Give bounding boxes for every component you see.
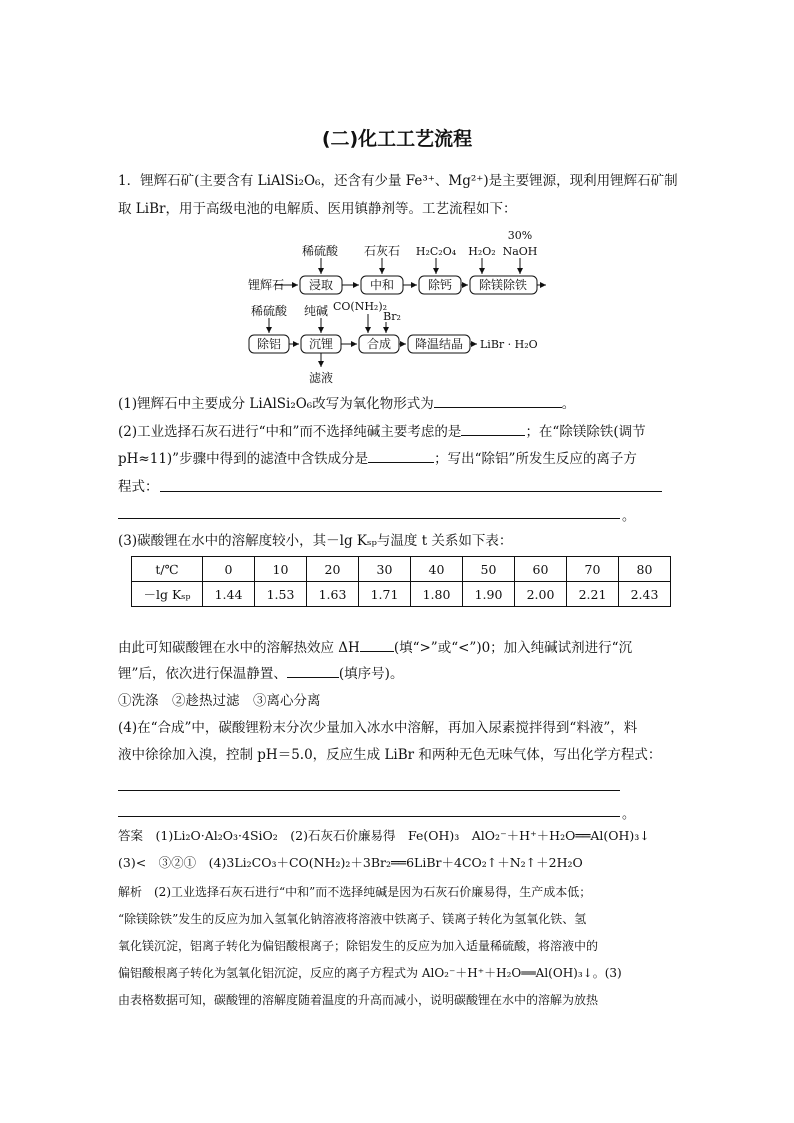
table-cell: 2.00 [515, 582, 567, 607]
flow-step-remove-mg-fe: 除镁除铁 [478, 278, 528, 292]
flow-product-label: LiBr · H₂O [480, 338, 538, 351]
flow-step-neutralize: 中和 [369, 278, 395, 292]
table-cell: 20 [307, 557, 359, 582]
sub-question-2-text-c: pH≈11)”步骤中得到的滤渣中含铁成分是 [118, 451, 369, 467]
reagent-dilute-sulfuric-acid-1: 稀硫酸 [301, 244, 339, 258]
answer-blank-1[interactable] [434, 395, 562, 408]
sub-question-2-line-2 [118, 450, 637, 468]
answer-line-1: 答案 (1)Li₂O·Al₂O₃·4SiO₂ (2)石灰石价廉易得 Fe(OH)₃ AlO₂⁻＋H⁺＋H₂O══Al(OH)₃↓ [118, 828, 650, 843]
sub-question-3-line-2 [118, 665, 403, 683]
answer-line-2c[interactable] [160, 490, 662, 492]
question-1-line-1: 1．锂辉石矿(主要含有 LiAlSi₂O₆，还含有少量 Fe³⁺、Mg²⁺)是主要锂源，现利用锂辉石矿制 [118, 173, 678, 189]
answer-line-4a[interactable] [118, 789, 620, 791]
answer-blank-3a[interactable] [360, 639, 394, 652]
table-cell: 1.44 [203, 582, 255, 607]
sub-question-2-line-3: 程式： [118, 479, 159, 495]
reagent-h2o2: H₂O₂ [468, 245, 496, 258]
sub-question-2-text-b: ；在“除镁除铁(调节 [525, 424, 646, 440]
table-cell: 40 [411, 557, 463, 582]
analysis-line-2: “除镁除铁”发生的反应为加入氢氧化钠溶液将溶液中铁离子、镁离子转化为氢氧化铁、氢 [118, 912, 587, 926]
table-cell: 1.80 [411, 582, 463, 607]
table-cell: 50 [463, 557, 515, 582]
sub-question-3-options: ①洗涤 ②趁热过滤 ③离心分离 [118, 693, 321, 709]
reagent-naoh: NaOH [502, 245, 538, 258]
table-cell: 10 [255, 557, 307, 582]
reagent-soda-ash: 纯碱 [303, 304, 329, 318]
table-cell: 70 [567, 557, 619, 582]
table-cell: 60 [515, 557, 567, 582]
sub-question-2-text-a: (2)工业选择石灰石进行“中和”而不选择纯碱主要考虑的是 [118, 424, 462, 440]
table-cell: 1.53 [255, 582, 307, 607]
answer-blank-3b[interactable] [287, 665, 339, 678]
flow-step-precipitate-lithium: 沉锂 [308, 337, 334, 351]
flow-step-leaching: 浸取 [308, 278, 334, 292]
analysis-line-3: 氧化镁沉淀，铝离子转化为偏铝酸根离子；除铝发生的反应为加入适量稀硫酸，将溶液中的 [118, 939, 599, 953]
table-cell: 1.71 [359, 582, 411, 607]
flow-step-remove-aluminum: 除铝 [256, 337, 282, 351]
answer-line-2d[interactable] [118, 517, 620, 519]
table-cell: 1.90 [463, 582, 515, 607]
flow-step-synthesis: 合成 [366, 337, 392, 351]
flow-filtrate-label: 滤液 [308, 371, 334, 385]
sub-question-4-line-2: 液中徐徐加入溴，控制 pH＝5.0，反应生成 LiBr 和两种无色无味气体，写出化学方程式： [118, 747, 662, 763]
table-cell: 1.63 [307, 582, 359, 607]
reagent-bromine: Br₂ [383, 310, 401, 323]
answer-blank-2a[interactable] [461, 423, 525, 436]
analysis-line-5: 由表格数据可知，碳酸锂的溶解度随着温度的升高而减小，说明碳酸锂在水中的溶解为放热 [118, 993, 599, 1007]
table-cell: 2.43 [619, 582, 671, 607]
table-cell: 80 [619, 557, 671, 582]
sub-question-3-text-a: 由此可知碳酸锂在水中的溶解热效应 ΔH [118, 640, 360, 656]
answer-line-4b[interactable] [118, 815, 620, 817]
reagent-naoh-concentration: 30% [507, 229, 533, 242]
sub-question-3-line-1 [118, 639, 632, 657]
flow-step-cool-crystallize: 降温结晶 [414, 337, 464, 351]
flow-start-label: 锂辉石 [248, 278, 285, 292]
period-4: 。 [622, 807, 636, 822]
table-row-temperature [132, 557, 671, 582]
sub-question-3-text-c: 锂”后，依次进行保温静置、 [118, 666, 287, 682]
page-title: (二)化工工艺流程 [321, 128, 473, 150]
flow-step-remove-calcium: 除钙 [427, 278, 453, 292]
table-cell: 0 [203, 557, 255, 582]
analysis-line-1: 解析 (2)工业选择石灰石进行“中和”而不选择纯碱是因为石灰石价廉易得，生产成本低； [118, 885, 592, 899]
reagent-urea: CO(NH₂)₂ [332, 300, 388, 313]
sub-question-2-text-d: ；写出“除铝”所发生反应的离子方 [434, 451, 637, 467]
sub-question-3-text-d: (填序号)。 [338, 666, 404, 682]
sub-question-3-intro: (3)碳酸锂在水中的溶解度较小，其－lg Kₛₚ与温度 t 关系如下表： [118, 533, 513, 549]
reagent-oxalic-acid: H₂C₂O₄ [415, 245, 457, 258]
sub-question-4-line-1: (4)在“合成”中，碳酸锂粉末分次少量加入冰水中溶解，再加入尿素搅拌得到“料液”，料 [118, 720, 638, 736]
sub-question-1-text: (1)锂辉石中主要成分 LiAlSi₂O₆改写为氧化物形式为 [118, 396, 434, 412]
question-1-line-2: 取 LiBr，用于高级电池的电解质、医用镇静剂等。工艺流程如下： [118, 201, 517, 217]
answer-line-2: (3)< ③②① (4)3Li₂CO₃＋CO(NH₂)₂＋3Br₂══6LiBr＋4CO₂↑＋N₂↑＋2H₂O [118, 855, 583, 870]
process-flow-diagram [0, 228, 794, 388]
reagent-dilute-sulfuric-acid-2: 稀硫酸 [250, 304, 288, 318]
sub-question-1 [118, 395, 575, 413]
table-cell: 30 [359, 557, 411, 582]
analysis-line-4: 偏铝酸根离子转化为氢氧化铝沉淀，反应的离子方程式为 AlO₂⁻＋H⁺＋H₂O══Al(OH)₃↓。(3) [118, 966, 622, 980]
table-header-temperature: t/℃ [132, 557, 203, 582]
ksp-temperature-table [131, 556, 671, 607]
table-cell: 2.21 [567, 582, 619, 607]
sub-question-3-text-b: (填“>”或“<”)0；加入纯碱试剂进行“沉 [393, 640, 633, 656]
table-header-ksp: －lg Kₛₚ [132, 582, 203, 607]
reagent-limestone: 石灰石 [363, 244, 401, 258]
period: 。 [561, 396, 576, 412]
period-2: 。 [622, 509, 636, 524]
sub-question-2-line-1 [118, 423, 646, 441]
answer-blank-2b[interactable] [368, 450, 434, 463]
table-row-ksp [132, 582, 671, 607]
